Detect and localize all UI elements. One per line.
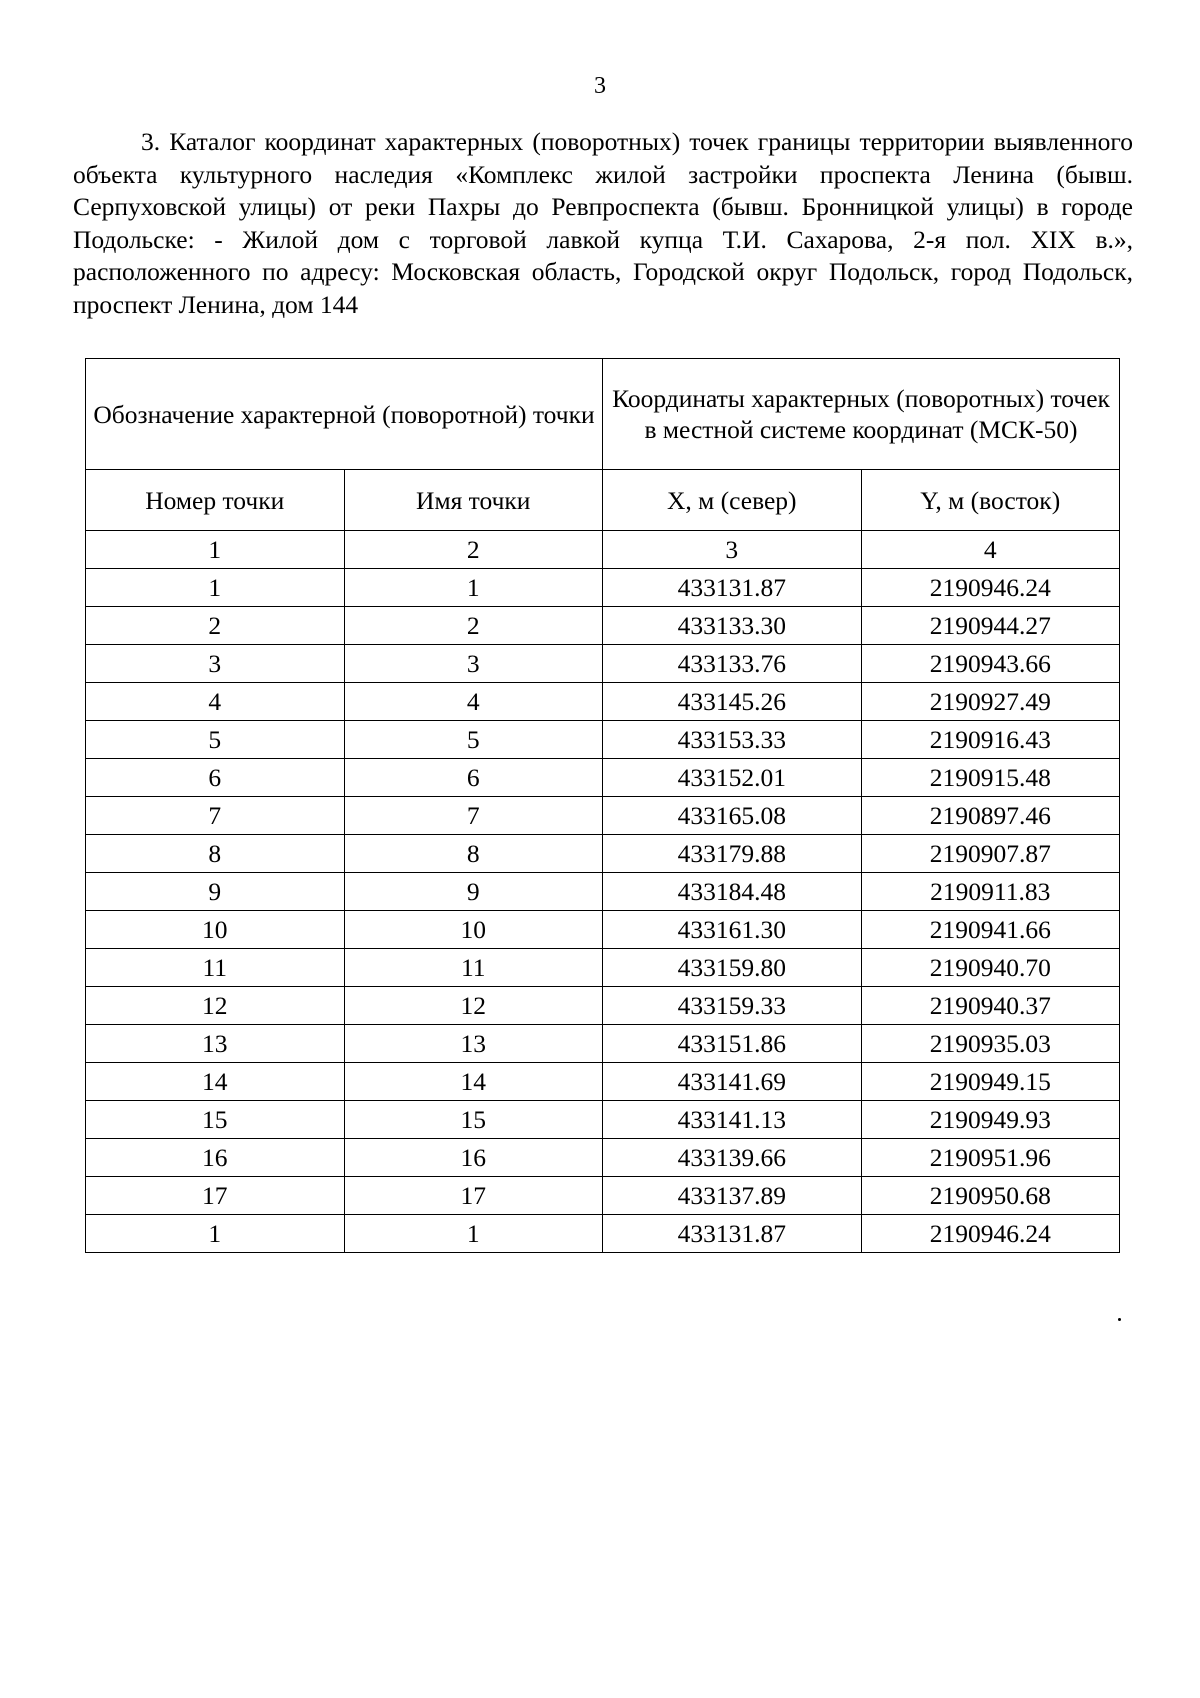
x-coordinate-cell: 433184.48 xyxy=(603,873,862,911)
y-coordinate-cell: 2190944.27 xyxy=(861,607,1120,645)
y-coordinate-cell: 2190916.43 xyxy=(861,721,1120,759)
point-number-cell: 10 xyxy=(86,911,345,949)
table-row xyxy=(86,835,1120,873)
point-name-cell: 3 xyxy=(344,645,603,683)
x-coordinate-cell: 433165.08 xyxy=(603,797,862,835)
table-row xyxy=(86,797,1120,835)
column-header-row xyxy=(86,470,1120,531)
column-number: 2 xyxy=(344,531,603,569)
point-number-cell: 16 xyxy=(86,1139,345,1177)
x-coordinate-cell: 433179.88 xyxy=(603,835,862,873)
coordinates-system-header: Координаты характерных (поворотных) точек в местной системе координат (МСК-50) xyxy=(603,359,1120,470)
y-coordinate-cell: 2190941.66 xyxy=(861,911,1120,949)
x-coordinate-cell: 433151.86 xyxy=(603,1025,862,1063)
x-coordinate-cell: 433139.66 xyxy=(603,1139,862,1177)
point-name-cell: 10 xyxy=(344,911,603,949)
y-coordinate-header: Y, м (восток) xyxy=(861,470,1120,531)
x-coordinate-cell: 433161.30 xyxy=(603,911,862,949)
point-name-cell: 11 xyxy=(344,949,603,987)
column-number-row xyxy=(86,531,1120,569)
page-number: 3 xyxy=(594,73,606,99)
column-number: 1 xyxy=(86,531,345,569)
y-coordinate-cell: 2190951.96 xyxy=(861,1139,1120,1177)
table-row xyxy=(86,949,1120,987)
point-name-cell: 12 xyxy=(344,987,603,1025)
table-row xyxy=(86,1139,1120,1177)
y-coordinate-cell: 2190927.49 xyxy=(861,683,1120,721)
point-name-cell: 2 xyxy=(344,607,603,645)
point-name-header: Имя точки xyxy=(344,470,603,531)
point-designation-header: Обозначение характерной (поворотной) точки xyxy=(86,359,603,470)
point-number-cell: 7 xyxy=(86,797,345,835)
y-coordinate-cell: 2190911.83 xyxy=(861,873,1120,911)
table-row xyxy=(86,569,1120,607)
y-coordinate-cell: 2190949.93 xyxy=(861,1101,1120,1139)
table-row xyxy=(86,1025,1120,1063)
point-name-cell: 9 xyxy=(344,873,603,911)
point-name-cell: 5 xyxy=(344,721,603,759)
x-coordinate-cell: 433131.87 xyxy=(603,569,862,607)
x-coordinate-cell: 433152.01 xyxy=(603,759,862,797)
point-number-cell: 14 xyxy=(86,1063,345,1101)
point-name-cell: 15 xyxy=(344,1101,603,1139)
point-number-cell: 12 xyxy=(86,987,345,1025)
point-name-cell: 16 xyxy=(344,1139,603,1177)
point-number-cell: 11 xyxy=(86,949,345,987)
x-coordinate-cell: 433137.89 xyxy=(603,1177,862,1215)
table-row xyxy=(86,873,1120,911)
y-coordinate-cell: 2190915.48 xyxy=(861,759,1120,797)
y-coordinate-cell: 2190940.70 xyxy=(861,949,1120,987)
point-number-cell: 13 xyxy=(86,1025,345,1063)
table-row xyxy=(86,1063,1120,1101)
x-coordinate-cell: 433141.69 xyxy=(603,1063,862,1101)
table-row xyxy=(86,607,1120,645)
point-name-cell: 7 xyxy=(344,797,603,835)
y-coordinate-cell: 2190897.46 xyxy=(861,797,1120,835)
point-name-cell: 6 xyxy=(344,759,603,797)
y-coordinate-cell: 2190946.24 xyxy=(861,1215,1120,1253)
x-coordinate-cell: 433159.33 xyxy=(603,987,862,1025)
point-number-cell: 8 xyxy=(86,835,345,873)
catalog-intro-paragraph: 3. Каталог координат характерных (поворотных) точек границы территории выявленного объекта культурного наследия «Комплекс жилой застройки проспекта Ленина (бывш. Серпуховской улицы) от реки Пахры до Ревпроспекта (бывш. Бронницкой улицы) в городе Подольске: - Жилой дом с торговой лавкой купца Т.И. Сахарова, 2-я пол. XIX в.», расположенного по адресу: Московская область, Городской округ Подольск, город Подольск, проспект Ленина, дом 144 xyxy=(73,127,1133,319)
y-coordinate-cell: 2190943.66 xyxy=(861,645,1120,683)
x-coordinate-cell: 433159.80 xyxy=(603,949,862,987)
point-number-cell: 3 xyxy=(86,645,345,683)
table-row xyxy=(86,911,1120,949)
point-number-cell: 15 xyxy=(86,1101,345,1139)
coordinates-table xyxy=(85,358,1120,1253)
point-name-cell: 8 xyxy=(344,835,603,873)
point-name-cell: 17 xyxy=(344,1177,603,1215)
point-name-cell: 4 xyxy=(344,683,603,721)
x-coordinate-cell: 433133.76 xyxy=(603,645,862,683)
group-header-row xyxy=(86,359,1120,470)
point-number-cell: 6 xyxy=(86,759,345,797)
point-name-cell: 13 xyxy=(344,1025,603,1063)
point-name-cell: 1 xyxy=(344,1215,603,1253)
column-number: 3 xyxy=(603,531,862,569)
coordinates-table-body xyxy=(86,359,1120,1253)
table-row xyxy=(86,759,1120,797)
point-number-cell: 5 xyxy=(86,721,345,759)
table-row xyxy=(86,645,1120,683)
table-row xyxy=(86,1101,1120,1139)
point-number-cell: 1 xyxy=(86,1215,345,1253)
table-row xyxy=(86,1177,1120,1215)
point-number-cell: 1 xyxy=(86,569,345,607)
point-name-cell: 14 xyxy=(344,1063,603,1101)
point-name-cell: 1 xyxy=(344,569,603,607)
y-coordinate-cell: 2190940.37 xyxy=(861,987,1120,1025)
column-number: 4 xyxy=(861,531,1120,569)
y-coordinate-cell: 2190935.03 xyxy=(861,1025,1120,1063)
point-number-cell: 17 xyxy=(86,1177,345,1215)
table-row xyxy=(86,987,1120,1025)
x-coordinate-header: X, м (север) xyxy=(603,470,862,531)
table-row xyxy=(86,683,1120,721)
point-number-header: Номер точки xyxy=(86,470,345,531)
point-number-cell: 2 xyxy=(86,607,345,645)
y-coordinate-cell: 2190949.15 xyxy=(861,1063,1120,1101)
y-coordinate-cell: 2190950.68 xyxy=(861,1177,1120,1215)
y-coordinate-cell: 2190907.87 xyxy=(861,835,1120,873)
y-coordinate-cell: 2190946.24 xyxy=(861,569,1120,607)
x-coordinate-cell: 433131.87 xyxy=(603,1215,862,1253)
point-number-cell: 4 xyxy=(86,683,345,721)
point-number-cell: 9 xyxy=(86,873,345,911)
table-row xyxy=(86,1215,1120,1253)
table-row xyxy=(86,721,1120,759)
x-coordinate-cell: 433133.30 xyxy=(603,607,862,645)
x-coordinate-cell: 433153.33 xyxy=(603,721,862,759)
stray-dot-mark xyxy=(1118,1318,1121,1321)
x-coordinate-cell: 433141.13 xyxy=(603,1101,862,1139)
x-coordinate-cell: 433145.26 xyxy=(603,683,862,721)
